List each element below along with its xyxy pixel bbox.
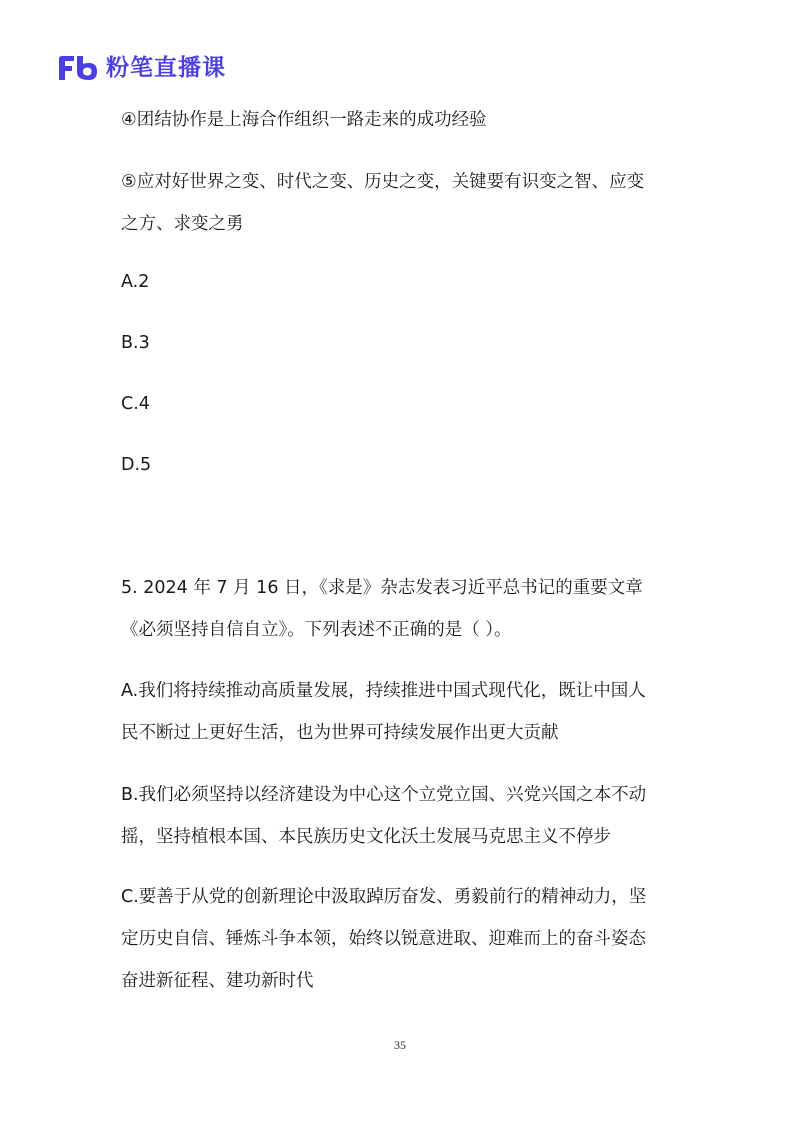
question-5-stem-line-1: 5. 2024 年 7 月 16 日，《求是》杂志发表习近平总书记的重要文章 (121, 578, 643, 598)
option-b: B.3 (121, 333, 150, 353)
option-d: D.5 (121, 455, 152, 475)
q5-option-c-line-2: 定历史自信、锤炼斗争本领，始终以锐意进取、迎难而上的奋斗姿态 (121, 929, 646, 949)
fb-logo-icon (56, 53, 100, 83)
option-c: C.4 (121, 394, 150, 414)
q5-option-b-line-1: B.我们必须坚持以经济建设为中心这个立党立国、兴党兴国之本不动 (121, 785, 647, 805)
q5-option-a-line-2: 民不断过上更好生活，也为世界可持续发展作出更大贡献 (121, 723, 559, 743)
q5-option-b-line-2: 摇，坚持植根本国、本民族历史文化沃土发展马克思主义不停步 (121, 827, 611, 847)
statement-5-line-1: ⑤应对好世界之变、时代之变、历史之变，关键要有识变之智、应变 (121, 172, 645, 192)
q5-option-c-line-1: C.要善于从党的创新理论中汲取踔厉奋发、勇毅前行的精神动力，坚 (121, 887, 647, 907)
option-a: A.2 (121, 272, 150, 292)
page-number: 35 (394, 1038, 406, 1052)
question-5-stem-line-2: 《必须坚持自信自立》。下列表述不正确的是（ ）。 (121, 620, 512, 640)
page-header (56, 50, 226, 86)
statement-5-line-2: 之方、求变之勇 (121, 214, 244, 234)
brand-text: 粉笔直播课 (106, 55, 226, 81)
q5-option-a-line-1: A.我们将持续推动高质量发展，持续推进中国式现代化，既让中国人 (121, 681, 646, 701)
statement-4: ④团结协作是上海合作组织一路走来的成功经验 (121, 110, 487, 130)
q5-option-c-line-3: 奋进新征程、建功新时代 (121, 971, 314, 991)
